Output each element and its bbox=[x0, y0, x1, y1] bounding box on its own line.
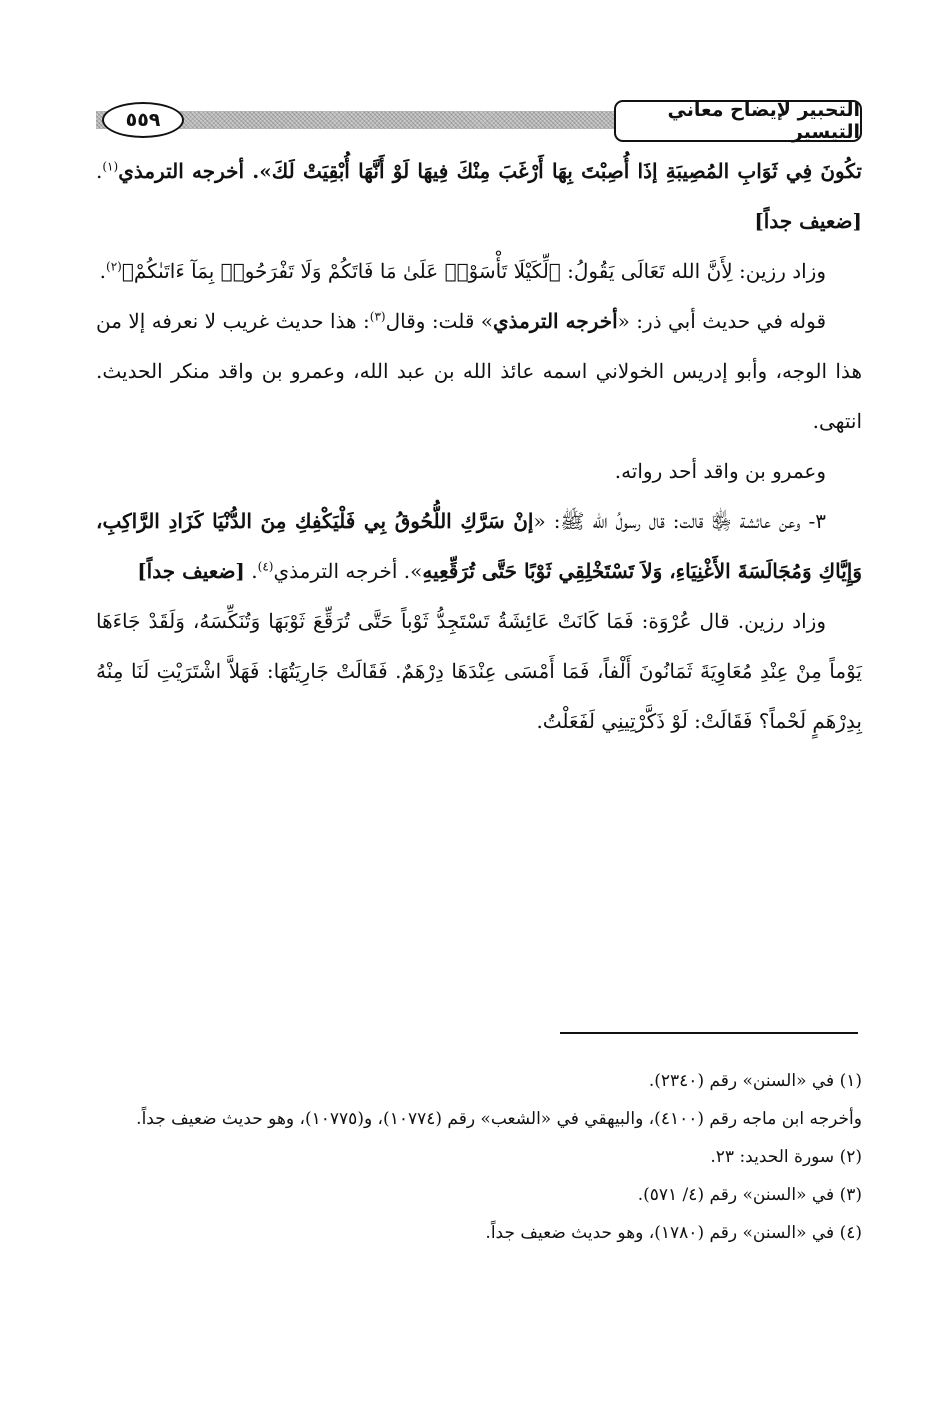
commentary-text: قوله في حديث أبي ذر: « bbox=[617, 309, 827, 333]
footnote-ref-4[interactable]: (٤) bbox=[257, 559, 274, 574]
footnotes-section bbox=[96, 1062, 862, 1252]
hadith-source: ». أخرجه الترمذي bbox=[273, 559, 423, 583]
punctuation: . bbox=[96, 159, 103, 183]
paragraph-6 bbox=[96, 596, 862, 746]
running-title-box bbox=[614, 100, 862, 142]
footnote-ref-3[interactable]: (٣) bbox=[369, 309, 386, 324]
footnote-1-continued: وأخرجه ابن ماجه رقم (٤١٠٠)، والبيهقي في «الشعب» رقم (١٠٧٧٤)، و(١٠٧٧٥)، وهو حديث ضعيف جداً. bbox=[136, 1109, 862, 1129]
razin-addition: وزاد رزين: لِأَنَّ الله تَعَالَى يَقُولُ: ﴿لِّكَيْلَا تَأْسَوْا۟ عَلَىٰ مَا فَاتَكُمْ وَلَا تَفْرَحُوا۟ بِمَآ ءَاتَىٰكُمْ﴾ bbox=[121, 259, 826, 283]
paragraph-3 bbox=[96, 296, 862, 446]
paragraph-2 bbox=[96, 246, 862, 296]
paragraph-4 bbox=[96, 446, 862, 496]
page-header bbox=[96, 100, 862, 146]
urwa-narration: وزاد رزين. قال عُرْوَة: فَمَا كَانَتْ عَائِشَةُ تَسْتَجِدُّ ثَوْباً حَتَّى تُرَقِّعَ ثَوْبَهَا وَتُنَكِّسَهُ، وَلَقَدْ جَاءَهَا يَوْماً مِنْ عِنْدِ مُعَاوِيَةَ ثَمَانُونَ أَلْفاً، فَمَا أَمْسَى عِنْدَهَا دِرْهَمٌ. فَقَالَتْ جَارِيَتُهَا: فَهَلاَّ اشْتَرَيْتِ لَنَا مِنْهُ بِدِرْهَمٍ لَحْماً؟ فَقَالَتْ: لَوْ ذَكَّرْتِينِي لَفَعَلْتُ. bbox=[96, 609, 862, 733]
hadith-text: إنْ سَرَّكِ اللُّحُوقُ بِي فَلْيَكْفِكِ مِنَ الدُّنْيَا كَزَادِ الرَّاكِبِ، وَإِيَّاكِ وَمُجَالَسَةَ الأَغْنِيَاءِ، وَلاَ تَسْتَخْلِقِي ثَوْبًا حَتَّى تُرَقِّعِيهِ bbox=[96, 509, 862, 583]
paragraph-1 bbox=[96, 146, 862, 246]
quoted-phrase: أخرجه الترمذي bbox=[493, 309, 618, 333]
footnote-3: (٣) في «السنن» رقم (٤/ ٥٧١). bbox=[637, 1185, 862, 1205]
footnote-ref-2[interactable]: (٢) bbox=[106, 259, 122, 274]
paragraph-5 bbox=[96, 496, 862, 596]
narrator-note: وعمرو بن واقد أحد رواته. bbox=[614, 459, 826, 483]
punctuation: . bbox=[99, 259, 106, 283]
book-title: التحبير لإيضاح معاني التيسير bbox=[667, 99, 860, 143]
hadith-text-continuation: تكُونَ فِي ثَوَابِ المُصِيبَةِ إذَا أُصِبْتَ بِهَا أَرْغَبَ مِنْكَ فِيهَا لَوْ أَنَّهَا أُبْقِيَتْ لَكَ». أخرجه الترمذي bbox=[118, 159, 863, 183]
hadith-intro: ٣- وعن عائشة ﵂ قالت: قال رسولُ الله ﷺ: « bbox=[533, 509, 826, 533]
footnote-separator bbox=[560, 1032, 858, 1034]
grading-label: [ضعيف جداً] bbox=[137, 559, 245, 583]
commentary-text: : هذا حديث غريب لا نعرفه إلا من هذا الوجه، وأبو إدريس الخولاني اسمه عائذ الله بن عبد الله، وعمرو بن واقد منكر الحديث. انتهى. bbox=[96, 309, 862, 433]
page-number-badge bbox=[102, 102, 184, 138]
grading-label: [ضعيف جداً] bbox=[754, 209, 862, 233]
footnote-2: (٢) سورة الحديد: ٢٣. bbox=[710, 1147, 862, 1167]
commentary-text: » قلت: وقال bbox=[385, 309, 494, 333]
punctuation: . bbox=[251, 559, 258, 583]
main-text bbox=[96, 146, 862, 746]
footnote-1: (١) في «السنن» رقم (٢٣٤٠). bbox=[648, 1071, 862, 1091]
footnote-ref-1[interactable]: (١) bbox=[102, 159, 119, 174]
page-number: ٥٥٩ bbox=[125, 109, 161, 131]
footnote-4: (٤) في «السنن» رقم (١٧٨٠)، وهو حديث ضعيف جداً. bbox=[485, 1223, 862, 1243]
